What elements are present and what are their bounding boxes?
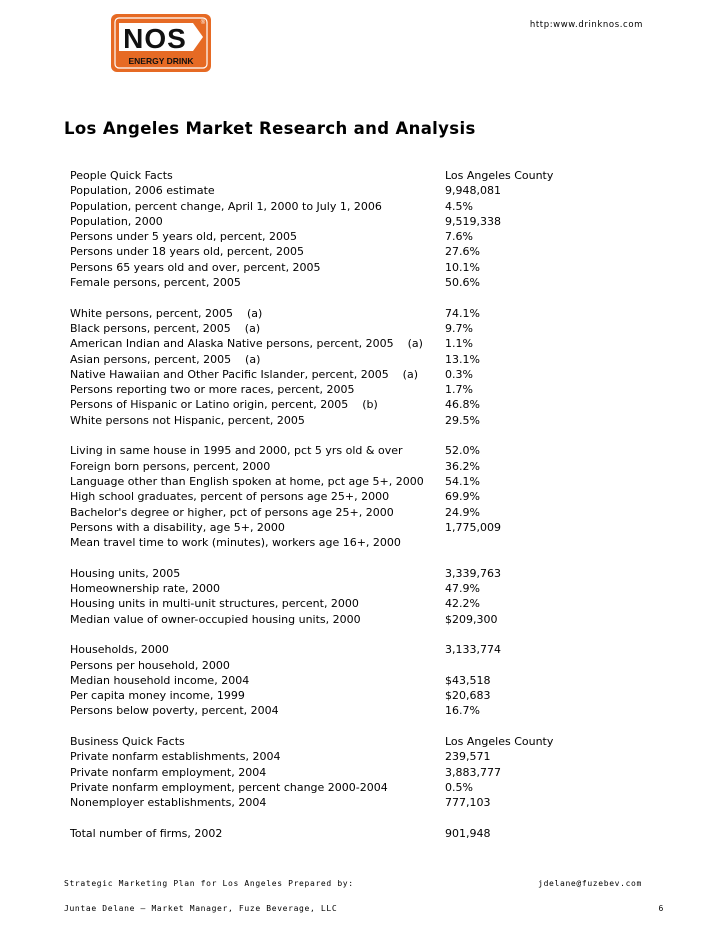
fact-row [70,688,650,703]
fact-value: 50.6% [445,276,480,290]
fact-label: Persons per household, 2000 [70,658,230,672]
page-title: Los Angeles Market Research and Analysis [64,119,476,138]
fact-label: Female persons, percent, 2005 [70,276,241,290]
fact-row [70,168,650,183]
fact-value: 36.2% [445,459,480,473]
fact-row [70,275,650,290]
fact-value: 10.1% [445,260,480,274]
fact-row [70,459,650,474]
fact-row [70,596,650,611]
fact-value: 16.7% [445,704,480,718]
fact-value: 0.5% [445,780,473,794]
fact-value: 239,571 [445,750,491,764]
fact-value: 13.1% [445,352,480,366]
fact-row [70,229,650,244]
fact-value: 4.5% [445,199,473,213]
fact-row [70,780,650,795]
fact-row [70,489,650,504]
fact-value: 24.9% [445,505,480,519]
fact-row [70,382,650,397]
fact-label: Households, 2000 [70,643,169,657]
fact-row [70,336,650,351]
fact-label: Per capita money income, 1999 [70,689,245,703]
fact-label: Persons below poverty, percent, 2004 [70,704,279,718]
fact-value: $43,518 [445,673,491,687]
fact-label: Business Quick Facts [70,734,185,748]
fact-value: 3,133,774 [445,643,501,657]
fact-label: Persons reporting two or more races, percent, 2005 [70,383,355,397]
fact-row [70,749,650,764]
fact-value: 47.9% [445,582,480,596]
fact-row [70,306,650,321]
footer-prepared-by: Strategic Marketing Plan for Los Angeles Prepared by: [64,879,354,888]
fact-value: 1.7% [445,383,473,397]
fact-label: American Indian and Alaska Native persons, percent, 2005 (a) [70,337,423,351]
fact-label: Total number of firms, 2002 [70,826,223,840]
fact-label: Median household income, 2004 [70,673,250,687]
section-spacer [70,550,650,565]
fact-value: 46.8% [445,398,480,412]
fact-value: 9,948,081 [445,184,501,198]
fact-label: Persons under 5 years old, percent, 2005 [70,230,298,244]
fact-row [70,673,650,688]
fact-value: 69.9% [445,490,480,504]
fact-label: Population, 2000 [70,214,163,228]
fact-row [70,505,650,520]
fact-value: Los Angeles County [445,169,554,182]
section-spacer [70,719,650,734]
fact-row [70,244,650,259]
fact-value: 3,883,777 [445,765,501,779]
fact-row [70,765,650,780]
fact-row [70,658,650,673]
fact-label: High school graduates, percent of persons age 25+, 2000 [70,490,390,504]
fact-row [70,352,650,367]
section-spacer [70,428,650,443]
fact-value: 52.0% [445,444,480,458]
fact-row [70,826,650,841]
nos-logo-graphic [111,14,211,72]
fact-label: Persons of Hispanic or Latino origin, percent, 2005 (b) [70,398,378,412]
section-spacer [70,290,650,305]
fact-label: White persons not Hispanic, percent, 2005 [70,413,305,427]
fact-row [70,397,650,412]
fact-row [70,183,650,198]
fact-label: Language other than English spoken at home, pct age 5+, 2000 [70,474,424,488]
fact-value: 3,339,763 [445,566,501,580]
section-spacer [70,810,650,825]
fact-row [70,413,650,428]
fact-value: 7.6% [445,230,473,244]
fact-value: 74.1% [445,306,480,320]
page-number: 6 [658,904,664,913]
fact-row [70,474,650,489]
fact-label: Private nonfarm employment, 2004 [70,765,267,779]
fact-label: Mean travel time to work (minutes), workers age 16+, 2000 [70,536,401,550]
fact-value: 901,948 [445,826,491,840]
fact-value: 9,519,338 [445,214,501,228]
fact-row [70,795,650,810]
quick-facts-table [70,168,650,841]
fact-label: Black persons, percent, 2005 (a) [70,321,261,335]
fact-value: Los Angeles County [445,734,554,748]
fact-row [70,260,650,275]
fact-row [70,214,650,229]
fact-label: Homeownership rate, 2000 [70,582,221,596]
fact-row [70,612,650,627]
fact-row [70,642,650,657]
fact-value: 0.3% [445,367,473,381]
fact-label: White persons, percent, 2005 (a) [70,306,263,320]
fact-row [70,443,650,458]
fact-row [70,703,650,718]
fact-row [70,581,650,596]
fact-label: Population, percent change, April 1, 2000 to July 1, 2006 [70,199,382,213]
fact-label: Population, 2006 estimate [70,184,215,198]
fact-label: Persons 65 years old and over, percent, 2005 [70,260,321,274]
logo-brand-text: NOS [123,23,187,54]
nos-logo [111,14,211,72]
fact-row [70,199,650,214]
fact-label: Persons under 18 years old, percent, 2005 [70,245,305,259]
section-spacer [70,627,650,642]
fact-row [70,566,650,581]
fact-row [70,520,650,535]
fact-label: Housing units in multi-unit structures, percent, 2000 [70,597,359,611]
fact-label: People Quick Facts [70,169,173,182]
fact-label: Housing units, 2005 [70,566,181,580]
fact-row [70,367,650,382]
fact-label: Private nonfarm establishments, 2004 [70,750,281,764]
fact-value: 9.7% [445,321,473,335]
logo-registered-mark: ® [200,20,206,26]
fact-value: 54.1% [445,474,480,488]
fact-row [70,535,650,550]
fact-value: 777,103 [445,796,491,810]
fact-value: $209,300 [445,612,498,626]
fact-value: 42.2% [445,597,480,611]
fact-label: Living in same house in 1995 and 2000, pct 5 yrs old & over [70,444,403,458]
fact-row [70,321,650,336]
footer-email[interactable]: jdelane@fuzebev.com [538,879,642,888]
fact-label: Private nonfarm employment, percent change 2000-2004 [70,780,388,794]
fact-label: Persons with a disability, age 5+, 2000 [70,520,285,534]
logo-tagline-text: ENERGY DRINK [128,56,194,66]
header-url: http:www.drinknos.com [529,20,643,30]
fact-label: Native Hawaiian and Other Pacific Islander, percent, 2005 (a) [70,367,418,381]
fact-row [70,734,650,749]
fact-value: 27.6% [445,245,480,259]
fact-label: Median value of owner-occupied housing units, 2000 [70,612,361,626]
fact-value: 29.5% [445,413,480,427]
fact-label: Nonemployer establishments, 2004 [70,796,267,810]
fact-label: Bachelor's degree or higher, pct of persons age 25+, 2000 [70,505,394,519]
fact-label: Foreign born persons, percent, 2000 [70,459,271,473]
footer-author: Juntae Delane – Market Manager, Fuze Beverage, LLC [64,904,338,913]
fact-value: 1.1% [445,337,473,351]
fact-value: 1,775,009 [445,520,501,534]
fact-value: $20,683 [445,689,491,703]
fact-label: Asian persons, percent, 2005 (a) [70,352,261,366]
